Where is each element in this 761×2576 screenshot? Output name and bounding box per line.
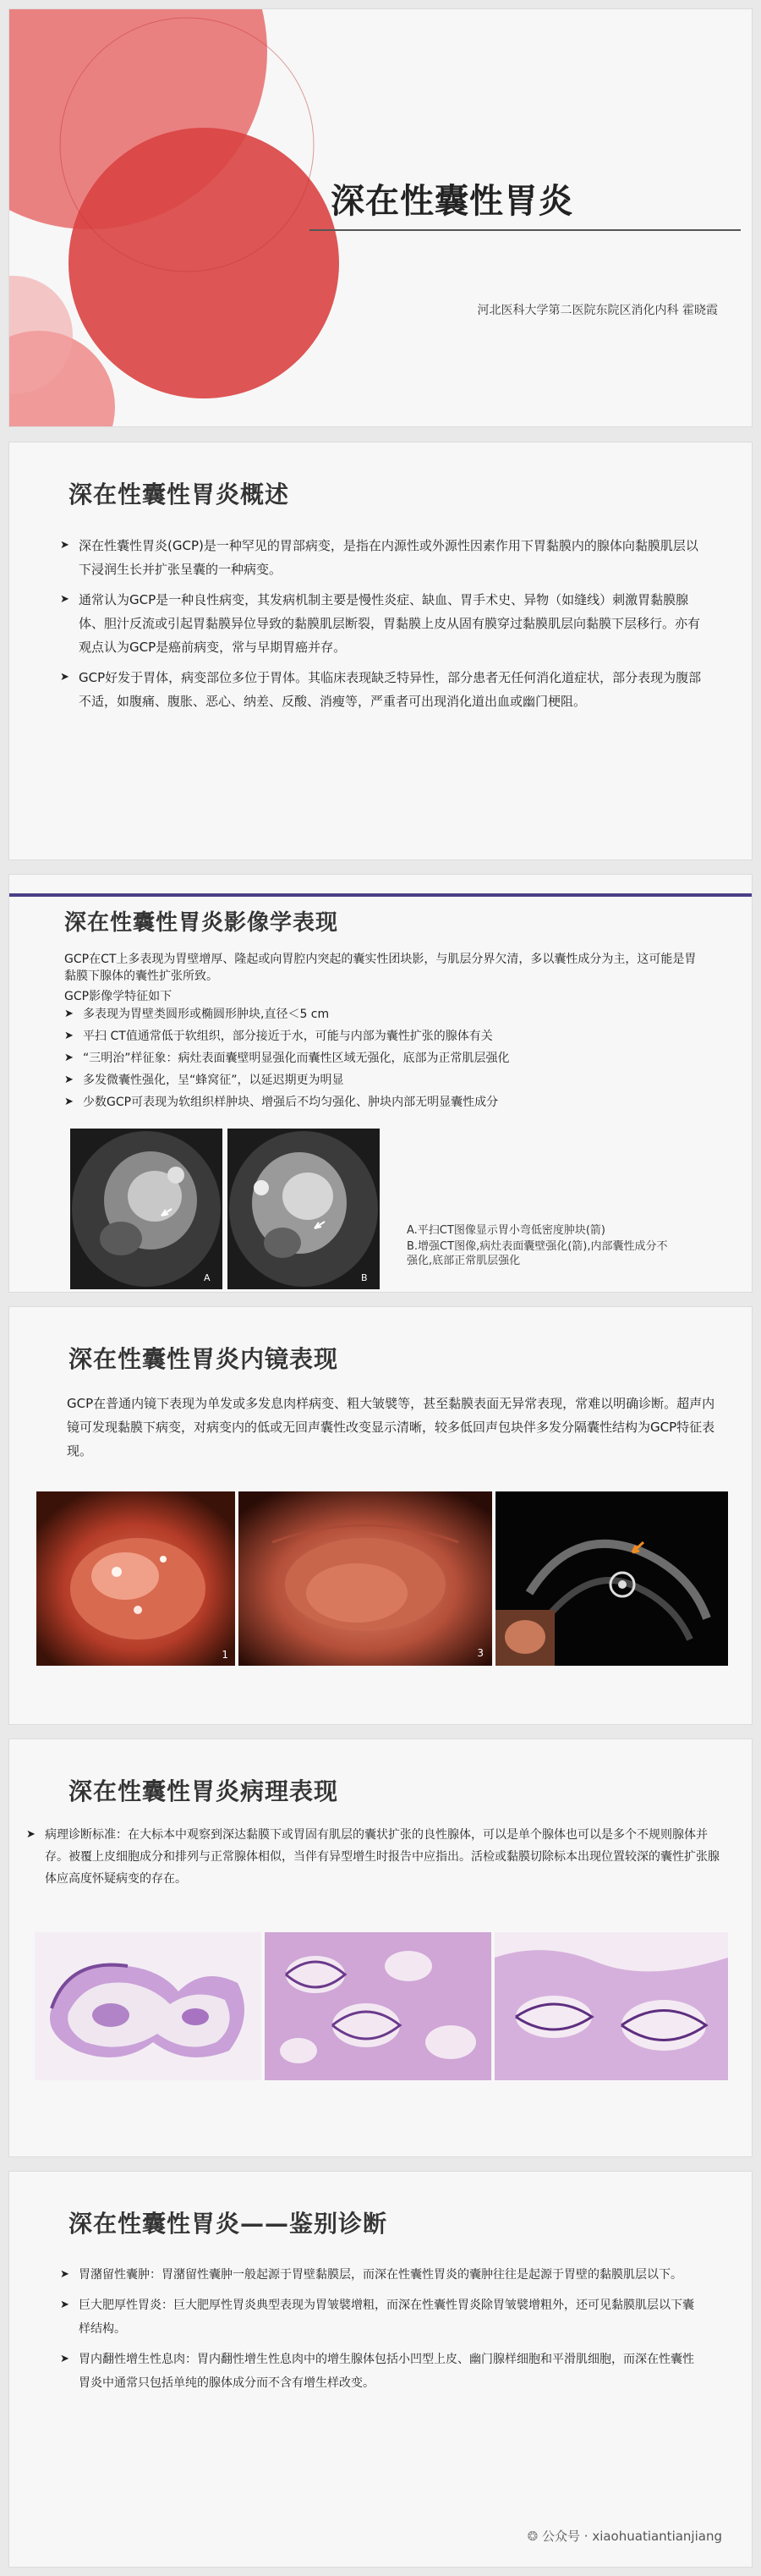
differential-bullet: ➤ 巨大肥厚性胃炎：巨大肥厚性胃炎典型表现为胃皱襞增粗，而深在性囊性胃炎除胃皱襞增粗外，还可见黏膜肌层以下囊样结构。 [60,2293,703,2341]
title-accent-bar [9,893,753,897]
cover-title: 深在性囊性胃炎 [331,182,573,221]
imaging-features-title: GCP影像学特征如下 [64,990,172,1003]
ct-image-b-label: B [361,1272,368,1283]
watermark-text: 公众号 · xiaohuatiantianjiang [542,2529,722,2544]
imaging-feature: ➤ “三明治”样征象：病灶表面囊壁明显强化而囊性区域无强化，底部为正常肌层强化 [64,1050,715,1067]
endoscopy-image-1 [36,1491,235,1666]
overview-slide [8,442,753,860]
ct-caption-a: A.平扫CT图像显示胃小弯低密度肿块(箭) [407,1224,605,1237]
overview-bullet: ➤ 深在性囊性胃炎(GCP)是一种罕见的胃部病变，是指在内源性或外源性因素作用下胃黏膜内的腺体向黏膜肌层以下浸润生长并扩张呈囊的一种病变。 [60,534,703,581]
ct-image-a [70,1129,222,1289]
histology-image-low-power [35,1932,261,2080]
imaging-intro: GCP在CT上多表现为胃壁增厚、隆起或向胃腔内突起的囊实性团块影，与肌层分界欠清，多以囊性成分为主，这可能是胃黏膜下腺体的囊性扩张所致。 [64,953,697,983]
cover-slide [8,8,753,427]
imaging-title: 深在性囊性胃炎影像学表现 [64,910,339,936]
watermark [528,2527,722,2545]
overview-bullet: ➤ 通常认为GCP是一种良性病变，其发病机制主要是慢性炎症、缺血、胃手术史、异物（如缝线）刺激胃黏膜腺体、胆汁反流或引起胃黏膜异位导致的黏膜肌层断裂，胃黏膜上皮从固有膜穿过黏膜肌层向黏膜下层移行。亦有观点认为GCP是癌前病变，常与早期胃癌并存。 [60,588,703,659]
imaging-feature-list [64,1006,715,1116]
overview-title: 深在性囊性胃炎概述 [68,481,290,508]
endoscopic-ultrasound-image [495,1491,728,1666]
differential-bullet: ➤ 胃潴留性囊肿：胃潴留性囊肿一般起源于胃壁黏膜层，而深在性囊性胃炎的囊肿往往是起源于胃壁的黏膜肌层以下。 [60,2263,703,2287]
cover-author: 河北医科大学第二医院东院区消化内科 霍晓霞 [477,304,718,317]
pathology-title: 深在性囊性胃炎病理表现 [68,1777,339,1805]
endoscopy-image-1-label: 1 [222,1649,228,1661]
imaging-feature: ➤ 多表现为胃壁类圆形或椭圆形肿块,直径＜5 cm [64,1006,715,1023]
cover-title-underline [309,229,741,231]
endoscopy-slide [8,1306,753,1725]
imaging-feature: ➤ 平扫 CT值通常低于软组织，部分接近于水，可能与内部为囊性扩张的腺体有关 [64,1028,715,1045]
pathology-slide [8,1738,753,2157]
differential-slide [8,2171,753,2568]
endoscopy-text: GCP在普通内镜下表现为单发或多发息肉样病变、粗大皱襞等，甚至黏膜表面无异常表现，常难以明确诊断。超声内镜可发现黏膜下病变，对病变内的低或无回声囊性改变显示清晰，较多低回声包块伴多发分隔囊性结构为GCP特征表现。 [67,1396,715,1458]
endoscopy-image-2 [238,1491,492,1666]
endoscopy-image-2-label: 3 [477,1647,484,1659]
overview-bullet-list [60,534,703,720]
histology-image-medium-power [265,1932,491,2080]
overview-bullet: ➤ GCP好发于胃体，病变部位多位于胃体。其临床表现缺乏特异性，部分患者无任何消化道症状，部分表现为腹部不适，如腹痛、腹胀、恶心、纳差、反酸、消瘦等，严重者可出现消化道出血或幽门梗阻。 [60,666,703,713]
imaging-slide [8,874,753,1293]
pathology-bullet-list [26,1824,728,1897]
wechat-icon: ❂ [527,2529,543,2544]
endoscopy-title: 深在性囊性胃炎内镜表现 [68,1345,339,1373]
imaging-feature: ➤ 少数GCP可表现为软组织样肿块、增强后不均匀强化、肿块内部无明显囊性成分 [64,1094,715,1111]
ct-image-a-label: A [204,1272,211,1283]
histology-image-high-power [495,1932,728,2080]
differential-bullet: ➤ 胃内翻性增生性息肉：胃内翻性增生性息肉中的增生腺体包括小凹型上皮、幽门腺样细胞和平滑肌细胞，而深在性囊性胃炎中通常只包括单纯的腺体成分而不含有增生样改变。 [60,2348,703,2395]
ct-caption-b: B.增强CT图像,病灶表面囊壁强化(箭),内部囊性成分不强化,底部正常肌层强化 [407,1240,668,1267]
differential-title: 深在性囊性胃炎——鉴别诊断 [68,2210,388,2238]
pathology-bullet: ➤ 病理诊断标准：在大标本中观察到深达黏膜下或胃固有肌层的囊状扩张的良性腺体，可以是单个腺体也可以是多个不规则腺体并存。被覆上皮细胞成分和排列与正常腺体相似，当伴有异型增生时报告中应指出。活检或黏膜切除标本出现位置较深的囊性扩张腺体应高度怀疑病变的存在。 [26,1824,728,1890]
ct-image-b [227,1129,380,1289]
imaging-feature: ➤ 多发微囊性强化，呈“蜂窝征”，以延迟期更为明显 [64,1072,715,1089]
differential-bullet-list [60,2263,703,2402]
